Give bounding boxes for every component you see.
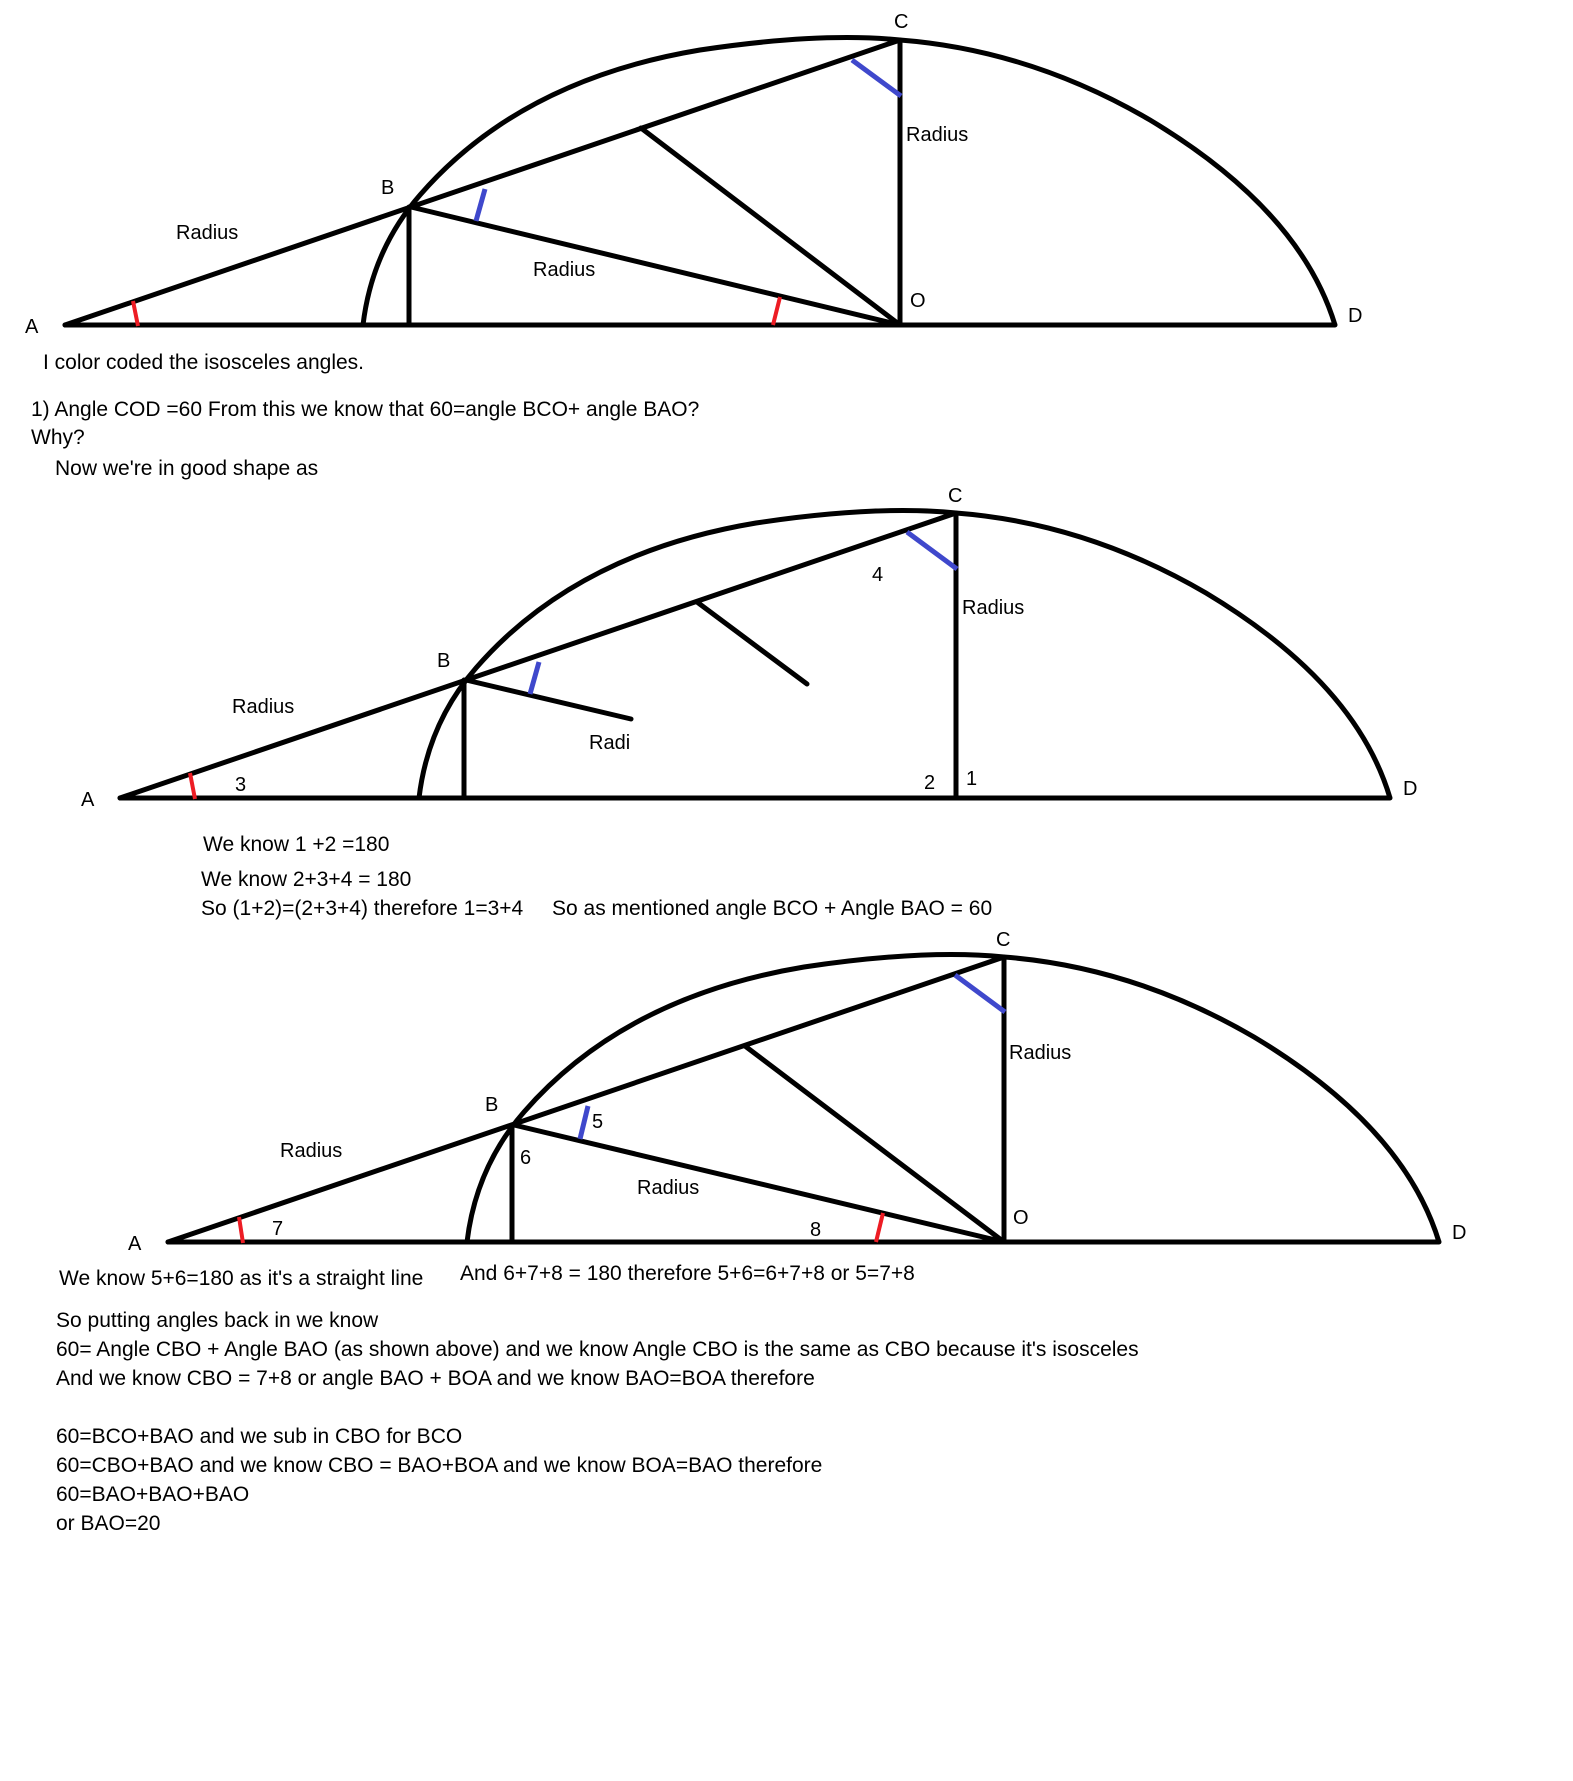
diagram-3 bbox=[128, 929, 1466, 1255]
line-result: or BAO=20 bbox=[56, 1512, 161, 1535]
segment-a-c bbox=[65, 40, 900, 325]
point-label-a: A bbox=[81, 789, 95, 811]
red-angle-mark-a bbox=[239, 1217, 243, 1243]
segment-a-c bbox=[120, 513, 956, 798]
line-sub: 60=BCO+BAO and we sub in CBO for BCO bbox=[56, 1425, 463, 1448]
know-1-2: We know 1 +2 =180 bbox=[203, 833, 390, 856]
angle-label-3: 3 bbox=[235, 774, 247, 796]
blue-angle-mark-b bbox=[530, 662, 539, 694]
as-mentioned: So as mentioned angle BCO + Angle BAO = 60 bbox=[552, 897, 993, 920]
point-label-b: B bbox=[485, 1094, 499, 1116]
point-label-d: D bbox=[1348, 305, 1363, 327]
segment-mid-partial bbox=[697, 602, 807, 684]
semicircle-arc bbox=[419, 511, 1390, 798]
point-label-o: O bbox=[1013, 1207, 1029, 1229]
point-label-b: B bbox=[381, 177, 395, 199]
diagram-2 bbox=[81, 485, 1417, 811]
radius-label-bo: Radi bbox=[589, 732, 631, 754]
putting-back: So putting angles back in we know bbox=[56, 1309, 379, 1332]
radius-label-ab: Radius bbox=[176, 222, 239, 244]
angle-label-5: 5 bbox=[592, 1111, 604, 1133]
segment-b-o bbox=[411, 207, 900, 325]
blue-angle-mark-c bbox=[907, 532, 957, 569]
red-angle-mark-a bbox=[133, 301, 138, 326]
angle-label-8: 8 bbox=[810, 1219, 822, 1241]
point-label-c: C bbox=[894, 11, 909, 33]
blue-angle-mark-b bbox=[580, 1106, 588, 1139]
diagram-1 bbox=[25, 11, 1362, 338]
semicircle-arc bbox=[467, 955, 1439, 1242]
color-note: I color coded the isosceles angles. bbox=[43, 351, 365, 374]
segment-b-o-partial bbox=[466, 680, 631, 719]
know-5-6: We know 5+6=180 as it's a straight line bbox=[59, 1267, 424, 1290]
question-1: 1) Angle COD =60 From this we know that 60=angle BCO+ angle BAO? bbox=[31, 398, 700, 421]
angle-label-6: 6 bbox=[520, 1147, 532, 1169]
radius-label-bo: Radius bbox=[637, 1177, 700, 1199]
and-6-7-8: And 6+7+8 = 180 therefore 5+6=6+7+8 or 5=7+8 bbox=[460, 1262, 915, 1285]
angle-label-4: 4 bbox=[872, 564, 884, 586]
line-60-cbo: 60= Angle CBO + Angle BAO (as shown above) and we know Angle CBO is the same as CBO because it's isosceles bbox=[56, 1338, 1139, 1361]
know-2-3-4: We know 2+3+4 = 180 bbox=[201, 868, 412, 891]
point-label-a: A bbox=[25, 316, 39, 338]
radius-label-co: Radius bbox=[962, 597, 1025, 619]
radius-label-co: Radius bbox=[1009, 1042, 1072, 1064]
red-angle-mark-o bbox=[876, 1213, 883, 1242]
semicircle-arc bbox=[363, 38, 1335, 325]
point-label-o: O bbox=[910, 290, 926, 312]
blue-angle-mark-c bbox=[955, 975, 1005, 1012]
line-triple: 60=BAO+BAO+BAO bbox=[56, 1483, 250, 1506]
so-equation: So (1+2)=(2+3+4) therefore 1=3+4 bbox=[201, 897, 524, 920]
point-label-d: D bbox=[1403, 778, 1418, 800]
point-label-c: C bbox=[948, 485, 963, 507]
good-shape-text: Now we're in good shape as bbox=[55, 457, 319, 480]
why-text: Why? bbox=[31, 426, 85, 449]
red-angle-mark-a bbox=[190, 773, 195, 799]
radius-label-ab: Radius bbox=[232, 696, 295, 718]
red-angle-mark-o bbox=[773, 297, 780, 325]
point-label-d: D bbox=[1452, 1222, 1467, 1244]
angle-label-1: 1 bbox=[966, 768, 978, 790]
segment-a-c bbox=[168, 957, 1004, 1242]
angle-label-7: 7 bbox=[272, 1218, 284, 1240]
point-label-c: C bbox=[996, 929, 1011, 951]
line-cbo-bao: 60=CBO+BAO and we know CBO = BAO+BOA and we know BOA=BAO therefore bbox=[56, 1454, 823, 1477]
line-cbo-78: And we know CBO = 7+8 or angle BAO + BOA and we know BAO=BOA therefore bbox=[56, 1367, 815, 1390]
radius-label-ab: Radius bbox=[280, 1140, 343, 1162]
radius-label-bo: Radius bbox=[533, 259, 596, 281]
blue-angle-mark-c bbox=[852, 60, 901, 96]
point-label-a: A bbox=[128, 1233, 142, 1255]
angle-label-2: 2 bbox=[924, 772, 936, 794]
point-label-b: B bbox=[437, 650, 451, 672]
blue-angle-mark-b bbox=[476, 189, 485, 221]
radius-label-co: Radius bbox=[906, 124, 969, 146]
